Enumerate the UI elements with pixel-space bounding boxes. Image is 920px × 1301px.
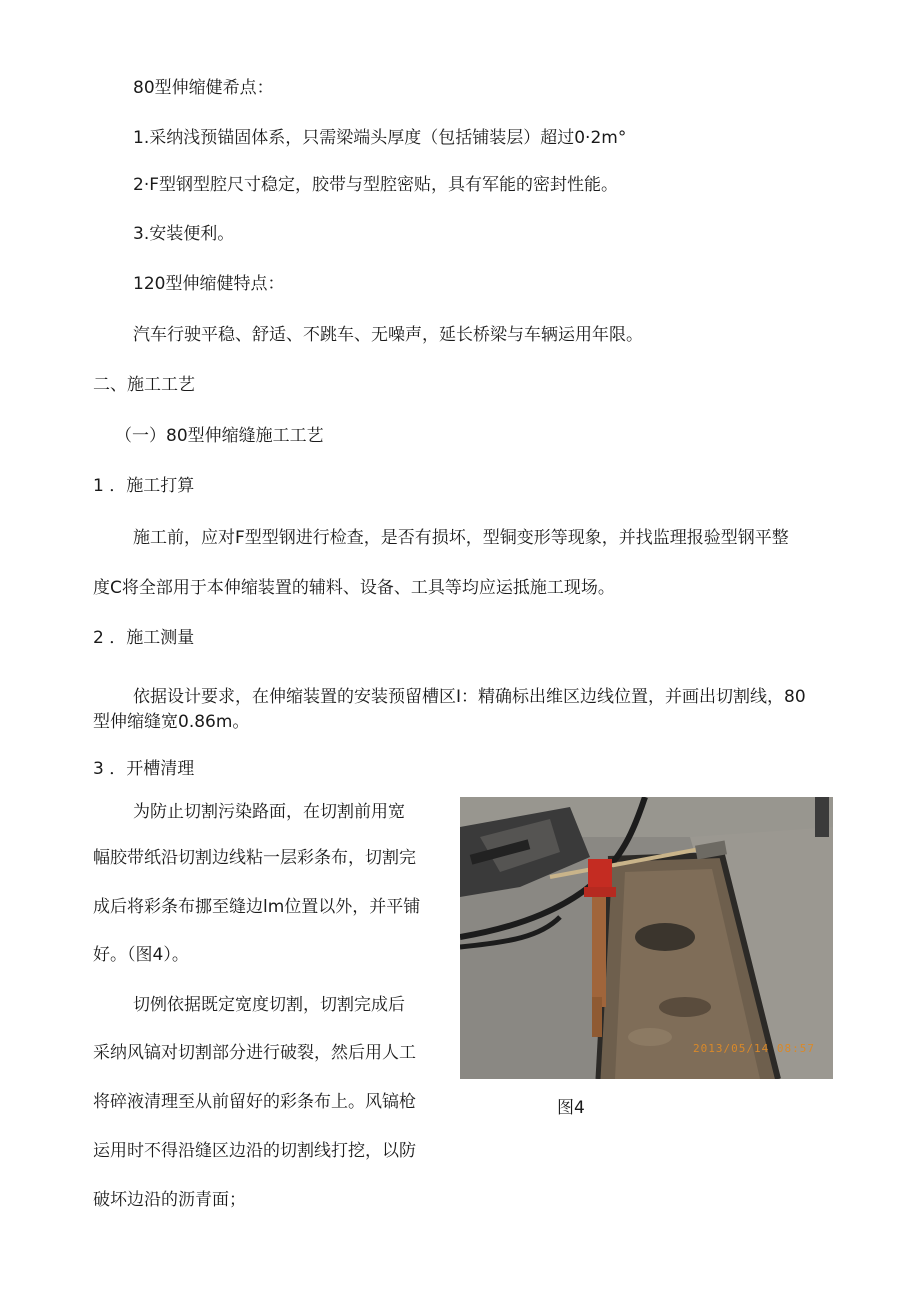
figure-caption: 图4 — [557, 1098, 585, 1118]
line-14: 型伸缩缝宽0.86m。 — [93, 712, 250, 732]
subsection-heading: （一）80型伸缩缝施工工艺 — [115, 426, 324, 446]
line-04: 3.安装便利。 — [133, 224, 235, 244]
line-19: 好。（图4）。 — [93, 945, 189, 965]
photo-date-stamp: 2013/05/14 08:57 — [693, 1042, 815, 1055]
line-22: 将碎液清理至从前留好的彩条布上。风镐枪 — [93, 1092, 416, 1112]
line-17: 幅胶带纸沿切割边线粘一层彩条布，切割完 — [93, 848, 416, 868]
line-03: 2·F型钢型腔尺寸稳定，胶带与型腔密贴，具有军能的密封性能。 — [133, 175, 618, 195]
section-heading: 二、施工工艺 — [93, 375, 195, 395]
step-1-heading: 1 ．施工打算 — [93, 476, 195, 496]
line-18: 成后将彩条布挪至缝边lm位置以外，并平铺 — [93, 897, 421, 917]
line-13: 依据设计要求，在伸缩装置的安装预留槽区I：精确标出维区边线位置，并画出切割线，80 — [133, 687, 806, 707]
construction-photo — [460, 797, 833, 1079]
line-02: 1.采纳浅预锚固体系，只需梁端头厚度（包括铺装层）超过0·2m° — [133, 128, 627, 148]
line-24: 破坏边沿的沥青面； — [93, 1190, 246, 1210]
line-10: 施工前，应对F型型钢进行检查，是否有损坏，型铜变形等现象，并找监理报验型钢平整 — [133, 528, 789, 548]
line-21: 采纳风镐对切割部分进行破裂，然后用人工 — [93, 1043, 416, 1063]
line-20: 切例依据既定宽度切割，切割完成后 — [133, 995, 405, 1015]
line-16: 为防止切割污染路面，在切割前用宽 — [133, 802, 405, 822]
step-3-heading: 3 ．开槽清理 — [93, 759, 195, 779]
line-06: 汽车行驶平稳、舒适、不跳车、无噪声，延长桥梁与车辆运用年限。 — [133, 325, 643, 345]
line-23: 运用时不得沿缝区边沿的切割线打挖，以防 — [93, 1141, 416, 1161]
line-11: 度C将全部用于本伸缩装置的辅料、设备、工具等均应运抵施工现场。 — [93, 578, 615, 598]
line-05: 120型伸缩健特点： — [133, 274, 285, 294]
line-01: 80型伸缩健希点： — [133, 78, 274, 98]
step-2-heading: 2 ．施工测量 — [93, 628, 195, 648]
